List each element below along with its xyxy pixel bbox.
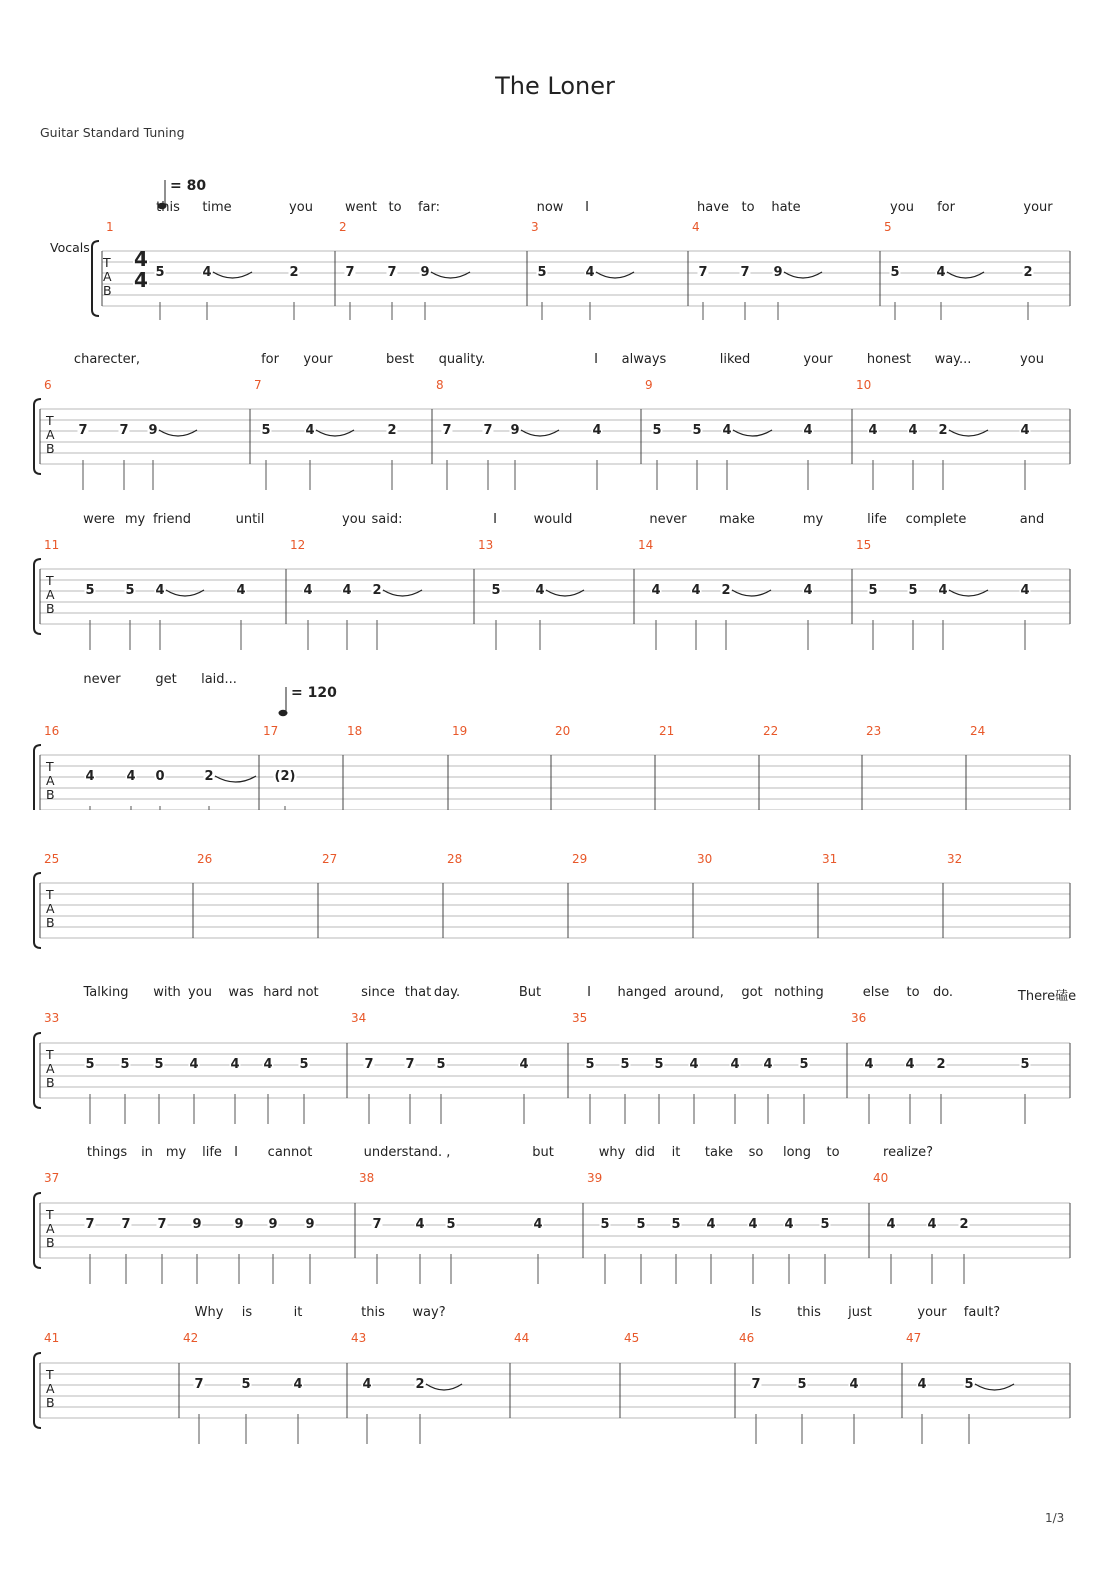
- fret-number: 4: [303, 583, 313, 598]
- fret-number: 2: [415, 1377, 425, 1392]
- fret-number: 2: [289, 265, 299, 280]
- fret-number: 4: [415, 1217, 425, 1232]
- fret-number: 7: [740, 265, 750, 280]
- lyric-word: have: [697, 200, 729, 215]
- lyric-word: so: [748, 1145, 764, 1160]
- lyric-word: my: [802, 512, 824, 527]
- fret-number: 5: [671, 1217, 681, 1232]
- fret-number: 5: [692, 423, 702, 438]
- fret-number: 7: [119, 423, 129, 438]
- tab-clef-letter: A: [46, 427, 55, 442]
- fret-number: 4: [1020, 423, 1030, 438]
- measure-number: 40: [873, 1171, 889, 1185]
- lyric-word: this: [156, 200, 180, 215]
- fret-number: 4: [691, 583, 701, 598]
- page-number: 1/3: [1045, 1511, 1065, 1525]
- lyric-word: to: [826, 1145, 840, 1160]
- fret-number: 2: [387, 423, 397, 438]
- measure-number: 1: [106, 220, 114, 234]
- lyric-word: Why: [194, 1305, 224, 1320]
- fret-number: 4: [519, 1057, 529, 1072]
- lyric-word: your: [917, 1305, 947, 1320]
- lyric-word: There磕e: [1017, 989, 1077, 1004]
- fret-number: 4: [784, 1217, 794, 1232]
- fret-number: 5: [799, 1057, 809, 1072]
- measure-number: 12: [290, 538, 306, 552]
- measure-number: 31: [822, 852, 838, 866]
- fret-number: 0: [155, 769, 165, 784]
- measure-number: 28: [447, 852, 463, 866]
- fret-number: 9: [773, 265, 783, 280]
- measure-number: 5: [884, 220, 892, 234]
- tab-clef-letter: T: [46, 887, 54, 902]
- fret-number: (2): [274, 769, 296, 784]
- lyric-word: time: [202, 200, 232, 215]
- measure-number: 42: [183, 1331, 199, 1345]
- fret-number: 4: [908, 423, 918, 438]
- tab-clef-letter: T: [46, 413, 54, 428]
- fret-number: 4: [535, 583, 545, 598]
- lyric-word: I: [585, 200, 589, 215]
- lyric-word: do.: [932, 985, 954, 1000]
- fret-number: 4: [803, 423, 813, 438]
- fret-number: 4: [706, 1217, 716, 1232]
- fret-number: 4: [126, 769, 136, 784]
- fret-number: 4: [905, 1057, 915, 1072]
- lyric-word: way?: [412, 1305, 446, 1320]
- lyric-word: quality.: [438, 352, 486, 367]
- tab-clef-letter: A: [46, 1221, 55, 1236]
- fret-number: 4: [263, 1057, 273, 1072]
- system-bracket: [92, 241, 99, 316]
- lyric-word: you: [890, 200, 914, 215]
- fret-number: 5: [620, 1057, 630, 1072]
- lyric-word: take: [704, 1145, 734, 1160]
- lyric-word: Is: [750, 1305, 762, 1320]
- measure-number: 16: [44, 724, 60, 738]
- fret-number: 2: [938, 423, 948, 438]
- fret-number: 4: [585, 265, 595, 280]
- tab-clef-letter: B: [46, 1075, 55, 1090]
- fret-number: 5: [491, 583, 501, 598]
- measure-number: 8: [436, 378, 444, 392]
- tab-clef-letter: T: [46, 759, 54, 774]
- tab-system: [0, 1295, 1110, 1445]
- tab-system: [0, 170, 1110, 320]
- measure-number: 39: [587, 1171, 603, 1185]
- time-signature-numerator: 4: [134, 247, 148, 271]
- fret-number: 4: [938, 583, 948, 598]
- measure-number: 35: [572, 1011, 588, 1025]
- lyric-word: life: [202, 1145, 222, 1160]
- measure-number: 11: [44, 538, 60, 552]
- fret-number: 2: [721, 583, 731, 598]
- song-title: The Loner: [495, 72, 615, 100]
- lyric-word: day.: [433, 985, 461, 1000]
- fret-number: 2: [936, 1057, 946, 1072]
- lyric-word: I: [587, 985, 591, 1000]
- fret-number: 4: [155, 583, 165, 598]
- lyric-word: get: [155, 672, 177, 687]
- lyric-word: my: [165, 1145, 187, 1160]
- measure-number: 43: [351, 1331, 367, 1345]
- fret-number: 5: [537, 265, 547, 280]
- tab-clef-letter: B: [46, 601, 55, 616]
- measure-number: 15: [856, 538, 872, 552]
- fret-number: 5: [1020, 1057, 1030, 1072]
- fret-number: 4: [722, 423, 732, 438]
- lyric-word: now: [536, 200, 564, 215]
- lyric-word: to: [741, 200, 755, 215]
- fret-number: 4: [651, 583, 661, 598]
- tab-clef-letter: T: [46, 1367, 54, 1382]
- tab-clef-letter: A: [46, 587, 55, 602]
- measure-number: 29: [572, 852, 588, 866]
- measure-number: 25: [44, 852, 60, 866]
- fret-number: 9: [268, 1217, 278, 1232]
- measure-number: 34: [351, 1011, 367, 1025]
- lyric-word: but: [532, 1145, 554, 1160]
- measure-number: 45: [624, 1331, 640, 1345]
- fret-number: 7: [78, 423, 88, 438]
- fret-number: 4: [362, 1377, 372, 1392]
- fret-number: 4: [917, 1377, 927, 1392]
- fret-number: 5: [446, 1217, 456, 1232]
- measure-number: 33: [44, 1011, 60, 1025]
- lyric-word: your: [1023, 200, 1053, 215]
- lyric-word: make: [719, 512, 755, 527]
- measure-number: 30: [697, 852, 713, 866]
- fret-number: 4: [763, 1057, 773, 1072]
- tab-clef-letter: T: [46, 573, 54, 588]
- lyric-word: honest: [866, 352, 912, 367]
- tuning-label: Guitar Standard Tuning: [40, 125, 185, 140]
- fret-number: 5: [299, 1057, 309, 1072]
- tempo-marking: = 80: [170, 178, 207, 194]
- measure-number: 10: [856, 378, 872, 392]
- measure-number: 14: [638, 538, 654, 552]
- tab-clef-letter: B: [46, 1395, 55, 1410]
- fret-number: 4: [730, 1057, 740, 1072]
- fret-number: 4: [936, 265, 946, 280]
- fret-number: 5: [125, 583, 135, 598]
- fret-number: 2: [1023, 265, 1033, 280]
- fret-number: 4: [592, 423, 602, 438]
- fret-number: 4: [849, 1377, 859, 1392]
- fret-number: 4: [803, 583, 813, 598]
- lyric-word: for: [937, 200, 955, 215]
- lyric-word: went: [345, 200, 377, 215]
- lyric-word: realize?: [883, 1145, 933, 1160]
- lyric-word: you: [289, 200, 313, 215]
- measure-number: 13: [478, 538, 494, 552]
- fret-number: 7: [364, 1057, 374, 1072]
- fret-number: 5: [890, 265, 900, 280]
- fret-number: 4: [689, 1057, 699, 1072]
- fret-number: 5: [636, 1217, 646, 1232]
- measure-number: 41: [44, 1331, 60, 1345]
- fret-number: 4: [202, 265, 212, 280]
- fret-number: 5: [600, 1217, 610, 1232]
- lyric-word: got: [741, 985, 763, 1000]
- fret-number: 5: [85, 583, 95, 598]
- fret-number: 5: [868, 583, 878, 598]
- fret-number: 7: [372, 1217, 382, 1232]
- fret-number: 9: [510, 423, 520, 438]
- lyric-word: I: [234, 1145, 238, 1160]
- tab-clef-letter: B: [46, 1235, 55, 1250]
- lyric-word: did: [634, 1145, 656, 1160]
- measure-number: 4: [692, 220, 700, 234]
- tempo-marking: = 120: [291, 685, 337, 701]
- measure-number: 7: [254, 378, 262, 392]
- fret-number: 4: [927, 1217, 937, 1232]
- lyric-word: life: [867, 512, 887, 527]
- lyric-word: would: [533, 512, 573, 527]
- measure-number: 22: [763, 724, 779, 738]
- lyric-word: with: [153, 985, 181, 1000]
- lyric-word: best: [385, 352, 415, 367]
- measure-number: 26: [197, 852, 213, 866]
- lyric-word: just: [848, 1305, 872, 1320]
- lyric-word: it: [293, 1305, 303, 1320]
- lyric-word: things: [86, 1145, 128, 1160]
- fret-number: 5: [85, 1057, 95, 1072]
- tab-system: [0, 500, 1110, 650]
- lyric-word: never: [649, 512, 687, 527]
- measure-number: 46: [739, 1331, 755, 1345]
- lyric-word: your: [803, 352, 833, 367]
- lyric-word: I: [493, 512, 497, 527]
- fret-number: 5: [436, 1057, 446, 1072]
- lyric-word: and: [1019, 512, 1045, 527]
- fret-number: 5: [654, 1057, 664, 1072]
- fret-number: 5: [652, 423, 662, 438]
- fret-number: 5: [797, 1377, 807, 1392]
- fret-number: 5: [908, 583, 918, 598]
- fret-number: 5: [120, 1057, 130, 1072]
- lyric-word: hanged: [617, 985, 667, 1000]
- measure-number: 21: [659, 724, 675, 738]
- fret-number: 5: [964, 1377, 974, 1392]
- lyric-word: this: [361, 1305, 385, 1320]
- lyric-word: complete: [905, 512, 967, 527]
- fret-number: 5: [820, 1217, 830, 1232]
- fret-number: 4: [189, 1057, 199, 1072]
- tab-system: [0, 1135, 1110, 1285]
- fret-number: 7: [442, 423, 452, 438]
- fret-number: 4: [1020, 583, 1030, 598]
- measure-number: 27: [322, 852, 338, 866]
- lyric-word: never: [83, 672, 121, 687]
- lyric-word: since: [361, 985, 395, 1000]
- lyric-word: charecter,: [73, 352, 141, 367]
- lyric-word: cannot: [267, 1145, 313, 1160]
- fret-number: 5: [261, 423, 271, 438]
- lyric-word: for: [261, 352, 279, 367]
- tab-clef-letter: A: [46, 1061, 55, 1076]
- tab-clef-letter: A: [103, 269, 112, 284]
- fret-number: 9: [148, 423, 158, 438]
- fret-number: 5: [241, 1377, 251, 1392]
- lyric-word: far:: [417, 200, 441, 215]
- time-signature-denominator: 4: [134, 268, 148, 292]
- lyric-word: until: [235, 512, 265, 527]
- measure-number: 44: [514, 1331, 530, 1345]
- lyric-word: But: [518, 985, 542, 1000]
- measure-number: 32: [947, 852, 963, 866]
- lyric-word: I: [594, 352, 598, 367]
- fret-number: 4: [85, 769, 95, 784]
- lyric-word: said:: [371, 512, 403, 527]
- instrument-label: Vocals: [50, 240, 90, 255]
- fret-number: 7: [483, 423, 493, 438]
- measure-number: 47: [906, 1331, 922, 1345]
- tab-clef-letter: A: [46, 901, 55, 916]
- lyric-word: long: [782, 1145, 812, 1160]
- tab-clef-letter: T: [103, 255, 111, 270]
- fret-number: 4: [342, 583, 352, 598]
- fret-number: 5: [155, 265, 165, 280]
- tempo-note-head: [279, 710, 288, 716]
- fret-number: 5: [154, 1057, 164, 1072]
- fret-number: 5: [585, 1057, 595, 1072]
- tab-system: [0, 660, 1110, 810]
- fret-number: 4: [230, 1057, 240, 1072]
- lyric-word: your: [303, 352, 333, 367]
- lyric-word: was: [228, 985, 254, 1000]
- fret-number: 9: [420, 265, 430, 280]
- lyric-word: nothing: [774, 985, 824, 1000]
- measure-number: 24: [970, 724, 986, 738]
- fret-number: 4: [236, 583, 246, 598]
- lyric-word: in: [141, 1145, 153, 1160]
- lyric-word: way...: [934, 352, 972, 367]
- lyric-word: this: [797, 1305, 821, 1320]
- tab-clef-letter: B: [46, 915, 55, 930]
- measure-number: 38: [359, 1171, 375, 1185]
- lyric-word: to: [906, 985, 920, 1000]
- lyric-word: fault?: [963, 1305, 1001, 1320]
- fret-number: 9: [234, 1217, 244, 1232]
- measure-number: 18: [347, 724, 363, 738]
- lyric-word: you: [1020, 352, 1044, 367]
- lyric-word: always: [621, 352, 667, 367]
- fret-number: 7: [121, 1217, 131, 1232]
- fret-number: 4: [748, 1217, 758, 1232]
- fret-number: 2: [204, 769, 214, 784]
- fret-number: 9: [192, 1217, 202, 1232]
- measure-number: 36: [851, 1011, 867, 1025]
- measure-number: 23: [866, 724, 882, 738]
- lyric-word: to: [388, 200, 402, 215]
- lyric-word: laid...: [201, 672, 237, 687]
- lyric-word: hate: [771, 200, 801, 215]
- fret-number: 4: [864, 1057, 874, 1072]
- fret-number: 4: [305, 423, 315, 438]
- fret-number: 7: [157, 1217, 167, 1232]
- fret-number: 4: [868, 423, 878, 438]
- lyric-word: not: [297, 985, 319, 1000]
- measure-number: 3: [531, 220, 539, 234]
- fret-number: 7: [698, 265, 708, 280]
- fret-number: 4: [533, 1217, 543, 1232]
- fret-number: 4: [886, 1217, 896, 1232]
- lyric-word: understand. ,: [363, 1145, 451, 1160]
- tab-system: [0, 340, 1110, 490]
- tab-system: [0, 975, 1110, 1125]
- lyric-word: around,: [674, 985, 724, 1000]
- fret-number: 7: [85, 1217, 95, 1232]
- fret-number: 7: [194, 1377, 204, 1392]
- lyric-word: that: [404, 985, 432, 1000]
- fret-number: 9: [305, 1217, 315, 1232]
- fret-number: 2: [959, 1217, 969, 1232]
- measure-number: 2: [339, 220, 347, 234]
- fret-number: 2: [372, 583, 382, 598]
- measure-number: 17: [263, 724, 279, 738]
- measure-number: 20: [555, 724, 571, 738]
- tab-clef-letter: B: [103, 283, 112, 298]
- fret-number: 7: [751, 1377, 761, 1392]
- measure-number: 19: [452, 724, 468, 738]
- lyric-word: you: [342, 512, 366, 527]
- tab-clef-letter: T: [46, 1047, 54, 1062]
- fret-number: 4: [293, 1377, 303, 1392]
- lyric-word: you: [188, 985, 212, 1000]
- tab-clef-letter: B: [46, 441, 55, 456]
- lyric-word: my: [124, 512, 146, 527]
- fret-number: 7: [405, 1057, 415, 1072]
- fret-number: 7: [387, 265, 397, 280]
- fret-number: 7: [345, 265, 355, 280]
- lyric-word: Talking: [83, 985, 129, 1000]
- lyric-word: friend: [152, 512, 192, 527]
- measure-number: 6: [44, 378, 52, 392]
- lyric-word: were: [83, 512, 115, 527]
- tab-clef-letter: A: [46, 1381, 55, 1396]
- lyric-word: else: [862, 985, 890, 1000]
- measure-number: 37: [44, 1171, 60, 1185]
- lyric-word: is: [241, 1305, 253, 1320]
- lyric-word: why: [598, 1145, 626, 1160]
- lyric-word: hard: [263, 985, 293, 1000]
- measure-number: 9: [645, 378, 653, 392]
- lyric-word: liked: [719, 352, 751, 367]
- tab-clef-letter: T: [46, 1207, 54, 1222]
- tab-clef-letter: A: [46, 773, 55, 788]
- tab-clef-letter: B: [46, 787, 55, 802]
- tab-system: [0, 805, 1110, 955]
- lyric-word: it: [671, 1145, 681, 1160]
